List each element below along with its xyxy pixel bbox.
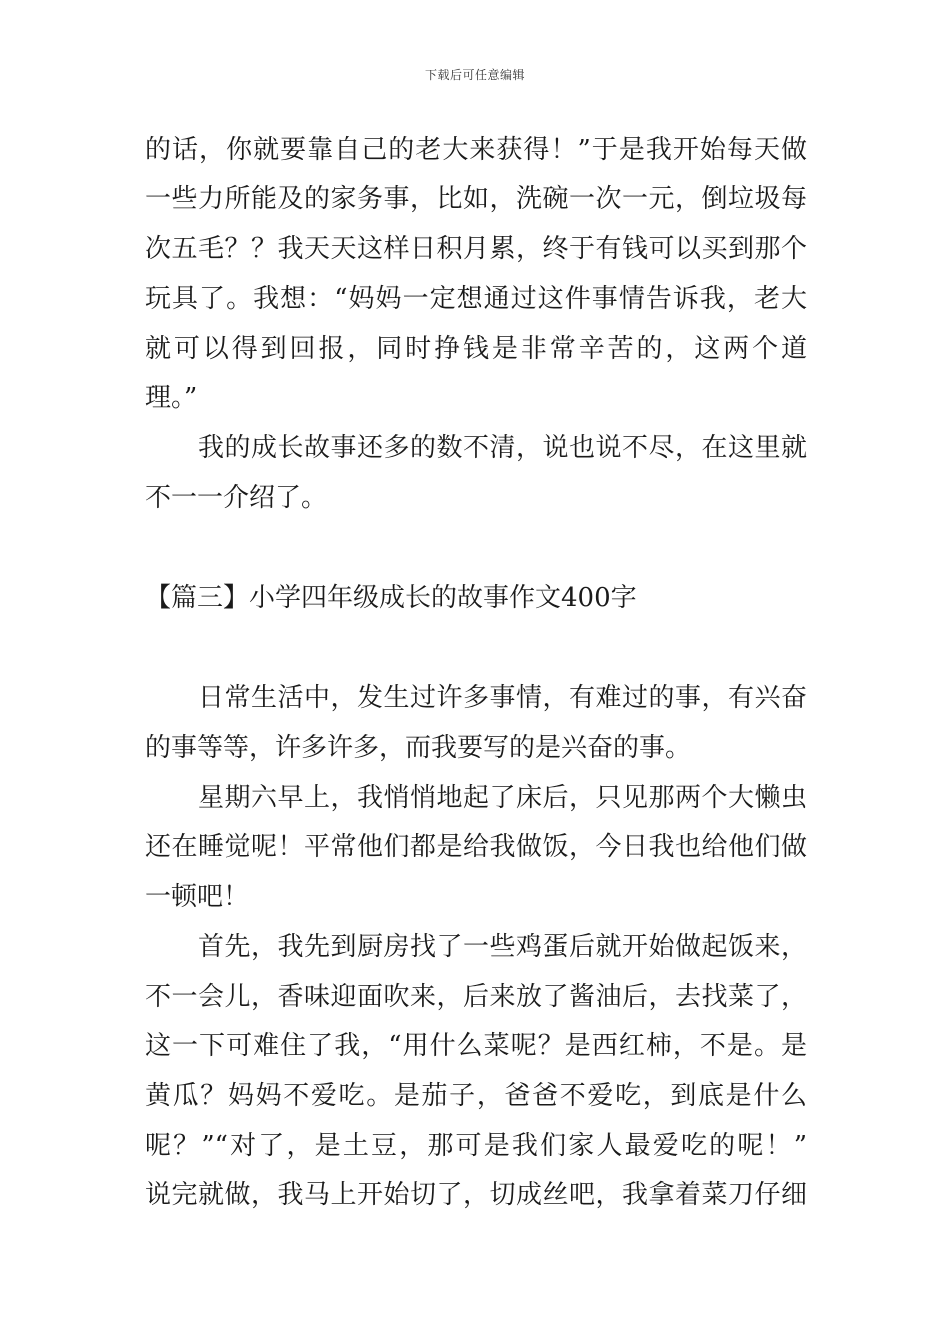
section-title: 【篇三】小学四年级成长的故事作文400字 xyxy=(145,583,637,613)
paragraph-line: 首先，我先到厨房找了一些鸡蛋后就开始做起饭来， xyxy=(198,932,807,962)
paragraph-line: 说完就做，我马上开始切了，切成丝吧，我拿着菜刀仔细 xyxy=(145,1180,807,1210)
paragraph-line: 一顿吧！ xyxy=(145,882,250,912)
paragraph-line: 黄瓜？妈妈不爱吃。是茄子，爸爸不爱吃，到底是什么 xyxy=(145,1081,807,1111)
page-header: 下载后可任意编辑 xyxy=(424,68,525,82)
paragraph-line: 理。” xyxy=(145,383,198,413)
paragraph-line: 玩具了。我想：“妈妈一定想通过这件事情告诉我，老大 xyxy=(145,284,807,314)
paragraph-line: 一些力所能及的家务事，比如，洗碗一次一元，倒垃圾每 xyxy=(145,184,807,214)
paragraph-line: 星期六早上，我悄悄地起了床后，只见那两个大懒虫 xyxy=(198,783,807,813)
paragraph-line: 的事等等，许多许多，而我要写的是兴奋的事。 xyxy=(145,733,692,763)
paragraph-line: 不一一介绍了。 xyxy=(145,483,328,513)
paragraph-line: 的话，你就要靠自己的老大来获得！”于是我开始每天做 xyxy=(145,135,807,165)
paragraph-line: 这一下可难住了我，“用什么菜呢？是西红柿，不是。是 xyxy=(145,1031,807,1061)
paragraph-line: 我的成长故事还多的数不清，说也说不尽，在这里就 xyxy=(198,433,807,463)
paragraph-line: 就可以得到回报，同时挣钱是非常辛苦的，这两个道 xyxy=(145,334,807,364)
paragraph-line: 日常生活中，发生过许多事情，有难过的事，有兴奋 xyxy=(198,683,807,713)
paragraph-line: 还在睡觉呢！平常他们都是给我做饭，今日我也给他们做 xyxy=(145,832,807,862)
paragraph-line: 不一会儿，香味迎面吹来，后来放了酱油后，去找菜了， xyxy=(145,982,807,1012)
paragraph-line: 呢？”“对了，是土豆，那可是我们家人最爱吃的呢！” xyxy=(145,1131,807,1161)
paragraph-line: 次五毛？？我天天这样日积月累，终于有钱可以买到那个 xyxy=(145,234,807,264)
